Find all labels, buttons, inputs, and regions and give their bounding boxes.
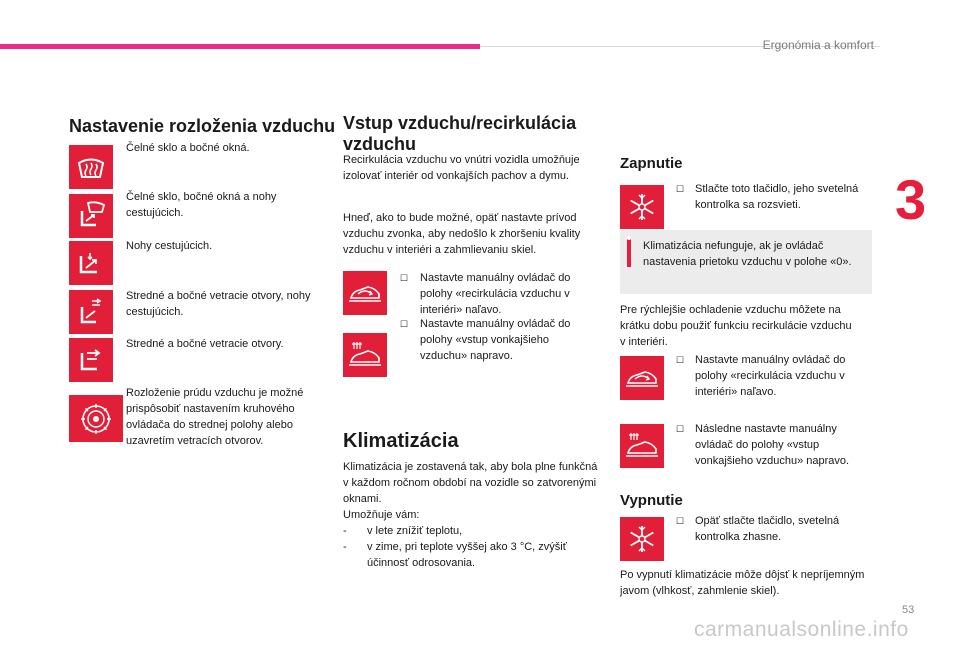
distribution-text-5: Stredné a bočné vetracie otvory. [126, 338, 284, 350]
ac-list-item-1: v lete znížiť teplotu, [367, 525, 463, 537]
step-bullet: ☐ [676, 516, 685, 526]
distribution-text-1: Čelné sklo a bočné okná. [126, 142, 250, 154]
section-header: Ergonómia a komfort [762, 38, 874, 52]
info-icon [627, 237, 631, 267]
distribution-text-6: Rozloženie prúdu vzduchu je možné prispôsobiť nastavením kruhového ovládača do strednej polohy alebo uzavretím vetracích otvorov. [126, 387, 304, 447]
quick-step-2: Následne nastavte manuálny ovládač do polohy «vstup vonkajšieho vzduchu» napravo. [695, 423, 850, 467]
ac-list-item-2: v zime, pri teplote vyššej ako 3 °C, zvýšiť účinnosť odrosovania. [367, 541, 567, 569]
intake-paragraph-1: Recirkulácia vzduchu vo vnútri vozidla umožňuje izolovať interiér od vonkajších pachov a dymu. [343, 154, 580, 182]
page-number: 53 [902, 604, 915, 616]
quick-step-1: Nastavte manuálny ovládač do polohy «recirkulácia vzduchu v interiéri» naľavo. [695, 354, 846, 398]
watermark: carmanualsonline.info [694, 618, 909, 641]
ac-button-icon [620, 185, 664, 229]
distribution-text-2: Čelné sklo, bočné okná a nohy cestujúcich. [126, 191, 277, 219]
intake-paragraph-2: Hneď, ako to bude možné, opäť nastavte prívod vzduchu zvonka, aby nedošlo k zhoršeniu kvality vzduchu v interiéri a zahmlievaniu skiel. [343, 212, 581, 256]
step-bullet: ☐ [400, 319, 409, 329]
quick-cooling-text: Pre rýchlejšie ochladenie vzduchu môžete na krátku dobu použiť funkciu recirkulácie vzduchu v interiéri. [620, 304, 852, 348]
windscreen-demist-icon [69, 145, 113, 189]
vents-feet-icon [69, 290, 113, 334]
step-bullet: ☐ [676, 424, 685, 434]
intake-step-2: Nastavte manuálny ovládač do polohy «vstup vonkajšieho vzduchu» napravo. [420, 318, 571, 362]
chapter-number: 3 [895, 168, 927, 231]
feet-vent-icon [69, 241, 113, 285]
ac-allows: Umožňuje vám: [343, 509, 420, 521]
off-note: Po vypnutí klimatizácie môže dôjsť k nepríjemným javom (vlhkosť, zahmlenie skiel). [620, 569, 865, 597]
distribution-dial-icon [69, 395, 123, 442]
windscreen-feet-icon [69, 194, 113, 238]
on-step: Stlačte toto tlačidlo, jeho svetelná kontrolka sa rozsvieti. [695, 183, 859, 211]
off-step: Opäť stlačte tlačidlo, svetelná kontrolka zhasne. [695, 515, 840, 543]
step-bullet: ☐ [400, 273, 409, 283]
ac-paragraph: Klimatizácia je zostavená tak, aby bola plne funkčná v každom ročnom období na vozidle so zatvorenými oknami. [343, 461, 598, 505]
ac-list-dash-1: - [343, 525, 347, 537]
section-title-air-distribution: Nastavenie rozloženia vzduchu [69, 116, 336, 136]
section-title-air-intake: Vstup vzduchu/recirkulácia vzduchu [343, 113, 577, 154]
section-title-off: Vypnutie [620, 492, 683, 509]
outside-air-icon [343, 333, 387, 377]
distribution-text-3: Nohy cestujúcich. [126, 240, 213, 252]
step-bullet: ☐ [676, 355, 685, 365]
recirculation-icon [620, 356, 664, 400]
intake-step-1: Nastavte manuálny ovládač do polohy «recirkulácia vzduchu v interiéri» naľavo. [420, 272, 571, 316]
section-title-ac: Klimatizácia [343, 430, 459, 452]
step-bullet: ☐ [676, 184, 685, 194]
section-title-on: Zapnutie [620, 155, 683, 172]
ac-list-dash-2: - [343, 541, 347, 553]
info-text: Klimatizácia nefunguje, ak je ovládač nastavenia prietoku vzduchu v polohe «0». [643, 240, 852, 268]
ac-button-icon [620, 517, 664, 561]
recirculation-icon [343, 271, 387, 315]
header-accent-bar [0, 44, 480, 49]
center-vents-icon [69, 338, 113, 382]
info-icon-dot [627, 236, 631, 240]
distribution-text-4: Stredné a bočné vetracie otvory, nohy cestujúcich. [126, 290, 311, 318]
outside-air-icon [620, 424, 664, 468]
